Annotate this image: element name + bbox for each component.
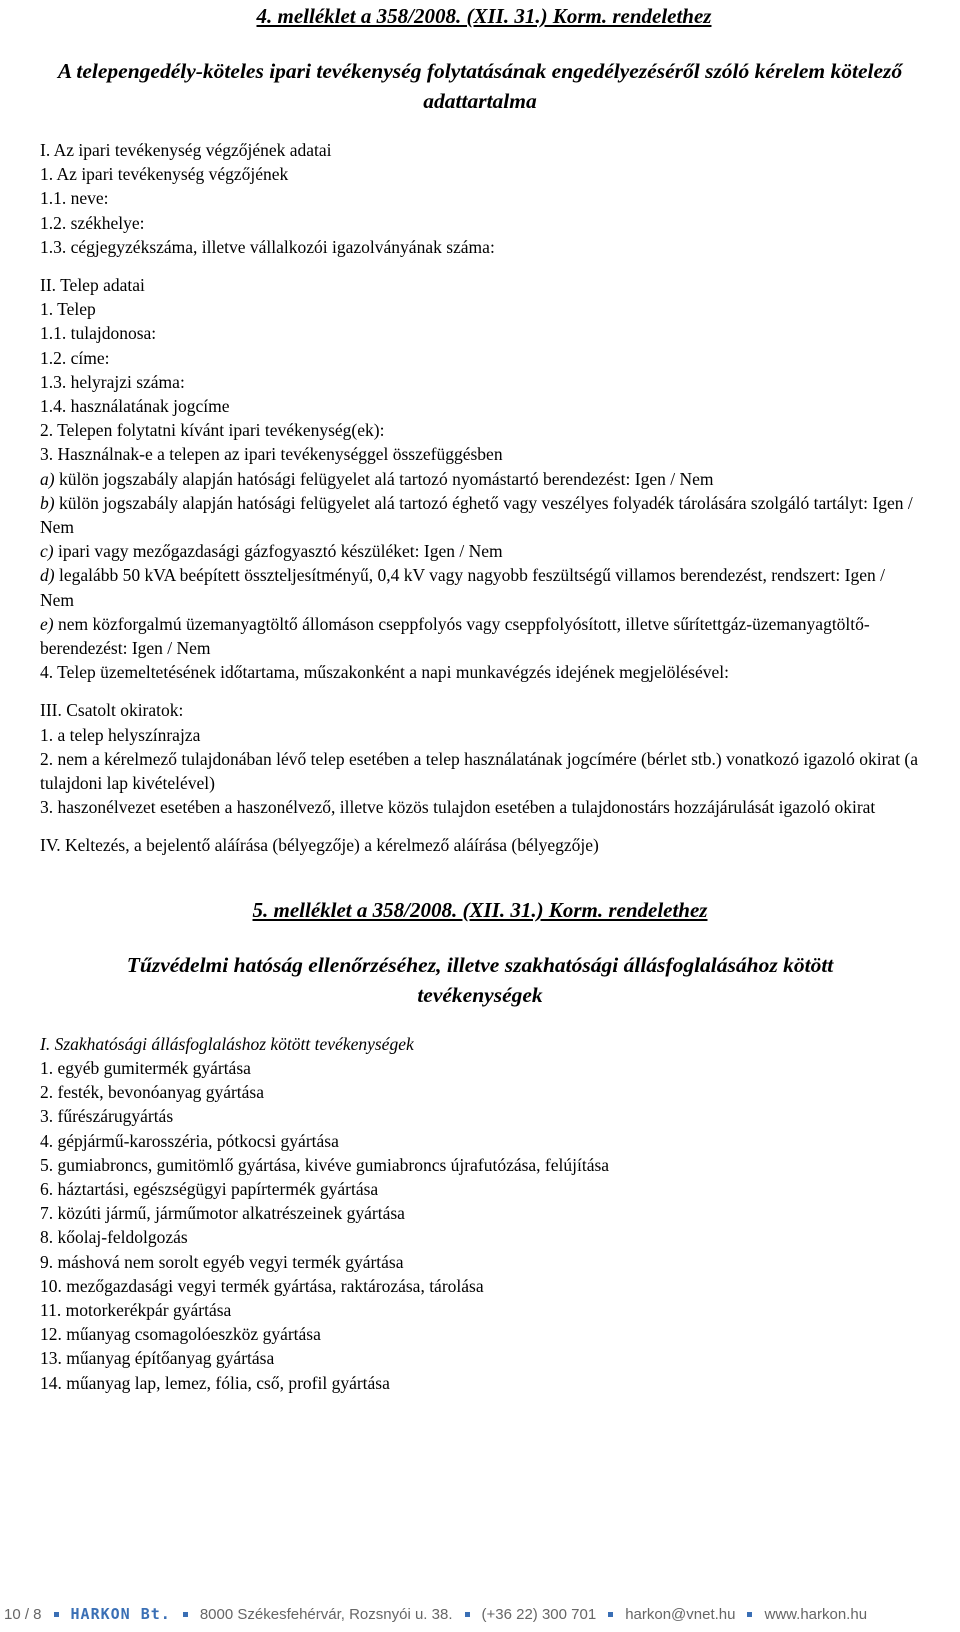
s2-line: 3. Használnak-e a telepen az ipari tevékenységgel összefüggésben xyxy=(40,444,503,465)
s2-line: 1. Telep xyxy=(40,299,96,320)
footer-web-link[interactable]: www.harkon.hu xyxy=(764,1605,868,1623)
list-item: 2. festék, bevonóanyag gyártása xyxy=(40,1082,265,1103)
annex4-section3 xyxy=(40,698,920,819)
list-item: 8. kőolaj-feldolgozás xyxy=(40,1227,188,1248)
separator-square-icon xyxy=(465,1612,470,1617)
separator-square-icon xyxy=(183,1612,188,1617)
s2-item-b xyxy=(40,491,920,539)
s1-line: 1. Az ipari tevékenység végzőjének xyxy=(40,164,289,185)
list-item: 3. fűrészárugyártás xyxy=(40,1106,174,1127)
separator-square-icon xyxy=(747,1612,752,1617)
list-item: 7. közúti jármű, járműmotor alkatrészeinek gyártása xyxy=(40,1203,405,1224)
list-item: 6. háztartási, egészségügyi papírtermék gyártása xyxy=(40,1178,379,1199)
annex5-heading: 5. melléklet a 358/2008. (XII. 31.) Korm. rendelethez xyxy=(252,897,708,922)
s3-heading: III. Csatolt okiratok: xyxy=(40,700,184,721)
s3-item: 3. haszonélvezet esetében a haszonélvező, illetve közös tulajdon esetében a tulajdonostárs hozzájárulását igazoló okirat xyxy=(40,797,876,818)
item-text: külön jogszabály alapján hatósági felügyelet alá tartozó nyomástartó berendezést: Igen / Nem xyxy=(58,468,714,489)
annex5-list xyxy=(40,1032,920,1395)
list-item: 10. mezőgazdasági vegyi termék gyártása, raktározása, tárolása xyxy=(40,1275,484,1296)
item-label: b) xyxy=(40,492,55,513)
s2-line: II. Telep adatai xyxy=(40,275,145,296)
s2-line-4: 4. Telep üzemeltetésének időtartama, műszakonként a napi munkavégzés idejének megjelölésével: xyxy=(40,662,729,683)
page-number: 10 / 8 xyxy=(4,1605,42,1623)
s1-line: I. Az ipari tevékenység végzőjének adatai xyxy=(40,140,332,160)
list-item: 5. gumiabroncs, gumitömlő gyártása, kivéve gumiabroncs újrafutózása, felújítása xyxy=(40,1154,610,1175)
item-label: a) xyxy=(40,468,55,489)
list-item: 12. műanyag csomagolóeszköz gyártása xyxy=(40,1324,321,1345)
separator-square-icon xyxy=(54,1612,59,1617)
footer-address: 8000 Székesfehérvár, Rozsnyói u. 38. xyxy=(199,1605,453,1623)
item-text: nem közforgalmú üzemanyagtöltő állomáson cseppfolyós vagy cseppfolyósított, illetve sűrítettgáz-üzemanyagtöltő-berendezést: Igen / Nem xyxy=(40,613,870,659)
page-footer xyxy=(0,1596,960,1632)
list-item: 13. műanyag építőanyag gyártása xyxy=(40,1348,275,1369)
annex5-subheading: I. Szakhatósági állásfoglaláshoz kötött tevékenységek xyxy=(40,1033,414,1054)
s2-item-c xyxy=(40,539,920,563)
annex4-title: A telepengedély-köteles ipari tevékenység folytatásának engedélyezéséről szóló kérelem kötelező adattartalma xyxy=(57,59,903,113)
annex4-heading: 4. melléklet a 358/2008. (XII. 31.) Korm. rendelethez xyxy=(256,4,712,28)
s2-line: 1.1. tulajdonosa: xyxy=(40,323,157,344)
list-item: 11. motorkerékpár gyártása xyxy=(40,1299,232,1320)
s2-item-e xyxy=(40,612,920,660)
s2-item-a xyxy=(40,467,920,491)
footer-email-link[interactable]: harkon@vnet.hu xyxy=(625,1605,736,1623)
s2-line: 1.3. helyrajzi száma: xyxy=(40,371,185,392)
list-item: 14. műanyag lap, lemez, fólia, cső, profil gyártása xyxy=(40,1372,390,1393)
annex4-section2 xyxy=(40,273,920,684)
s2-line: 2. Telepen folytatni kívánt ipari tevékenység(ek): xyxy=(40,420,385,441)
annex4-section4: IV. Keltezés, a bejelentő aláírása (bélyegzője) a kérelmező aláírása (bélyegzője) xyxy=(40,835,599,856)
s2-line: 1.4. használatának jogcíme xyxy=(40,396,230,417)
s2-item-d xyxy=(40,563,920,611)
s1-line: 1.2. székhelye: xyxy=(40,212,145,233)
item-text: külön jogszabály alapján hatósági felügyelet alá tartozó éghető vagy veszélyes folyadék tárolására szolgáló tartályt: Igen / Nem xyxy=(40,492,913,538)
s3-item: 1. a telep helyszínrajza xyxy=(40,724,201,745)
item-label: c) xyxy=(40,541,54,562)
annex4-section1 xyxy=(40,138,920,259)
list-item: 9. máshová nem sorolt egyéb vegyi termék gyártása xyxy=(40,1251,404,1272)
brand-logo: HARKON Bt. xyxy=(70,1605,171,1623)
document-content xyxy=(40,0,920,1395)
s1-line: 1.1. neve: xyxy=(40,188,109,209)
separator-square-icon xyxy=(608,1612,613,1617)
s3-item: 2. nem a kérelmező tulajdonában lévő telep esetében a telep használatának jogcímére (bérlet stb.) vonatkozó igazoló okirat (a tulajdoni lap kivételével) xyxy=(40,748,919,794)
item-text: legalább 50 kVA beépített összteljesítményű, 0,4 kV vagy nagyobb feszültségű villamos berendezést, rendszert: Igen / Nem xyxy=(40,565,885,610)
item-text: ipari vagy mezőgazdasági gázfogyasztó készüléket: Igen / Nem xyxy=(57,541,503,562)
item-label: e) xyxy=(40,613,54,634)
list-item: 1. egyéb gumitermék gyártása xyxy=(40,1057,251,1078)
item-label: d) xyxy=(40,565,55,586)
s2-line: 1.2. címe: xyxy=(40,347,110,368)
s1-line: 1.3. cégjegyzékszáma, illetve vállalkozói igazolványának száma: xyxy=(40,236,495,257)
annex5-title: Tűzvédelmi hatóság ellenőrzéséhez, illetve szakhatósági állásfoglalásához kötött tevékenységek xyxy=(126,952,834,1007)
list-item: 4. gépjármű-karosszéria, pótkocsi gyártása xyxy=(40,1130,339,1151)
footer-phone: (+36 22) 300 701 xyxy=(481,1605,597,1623)
